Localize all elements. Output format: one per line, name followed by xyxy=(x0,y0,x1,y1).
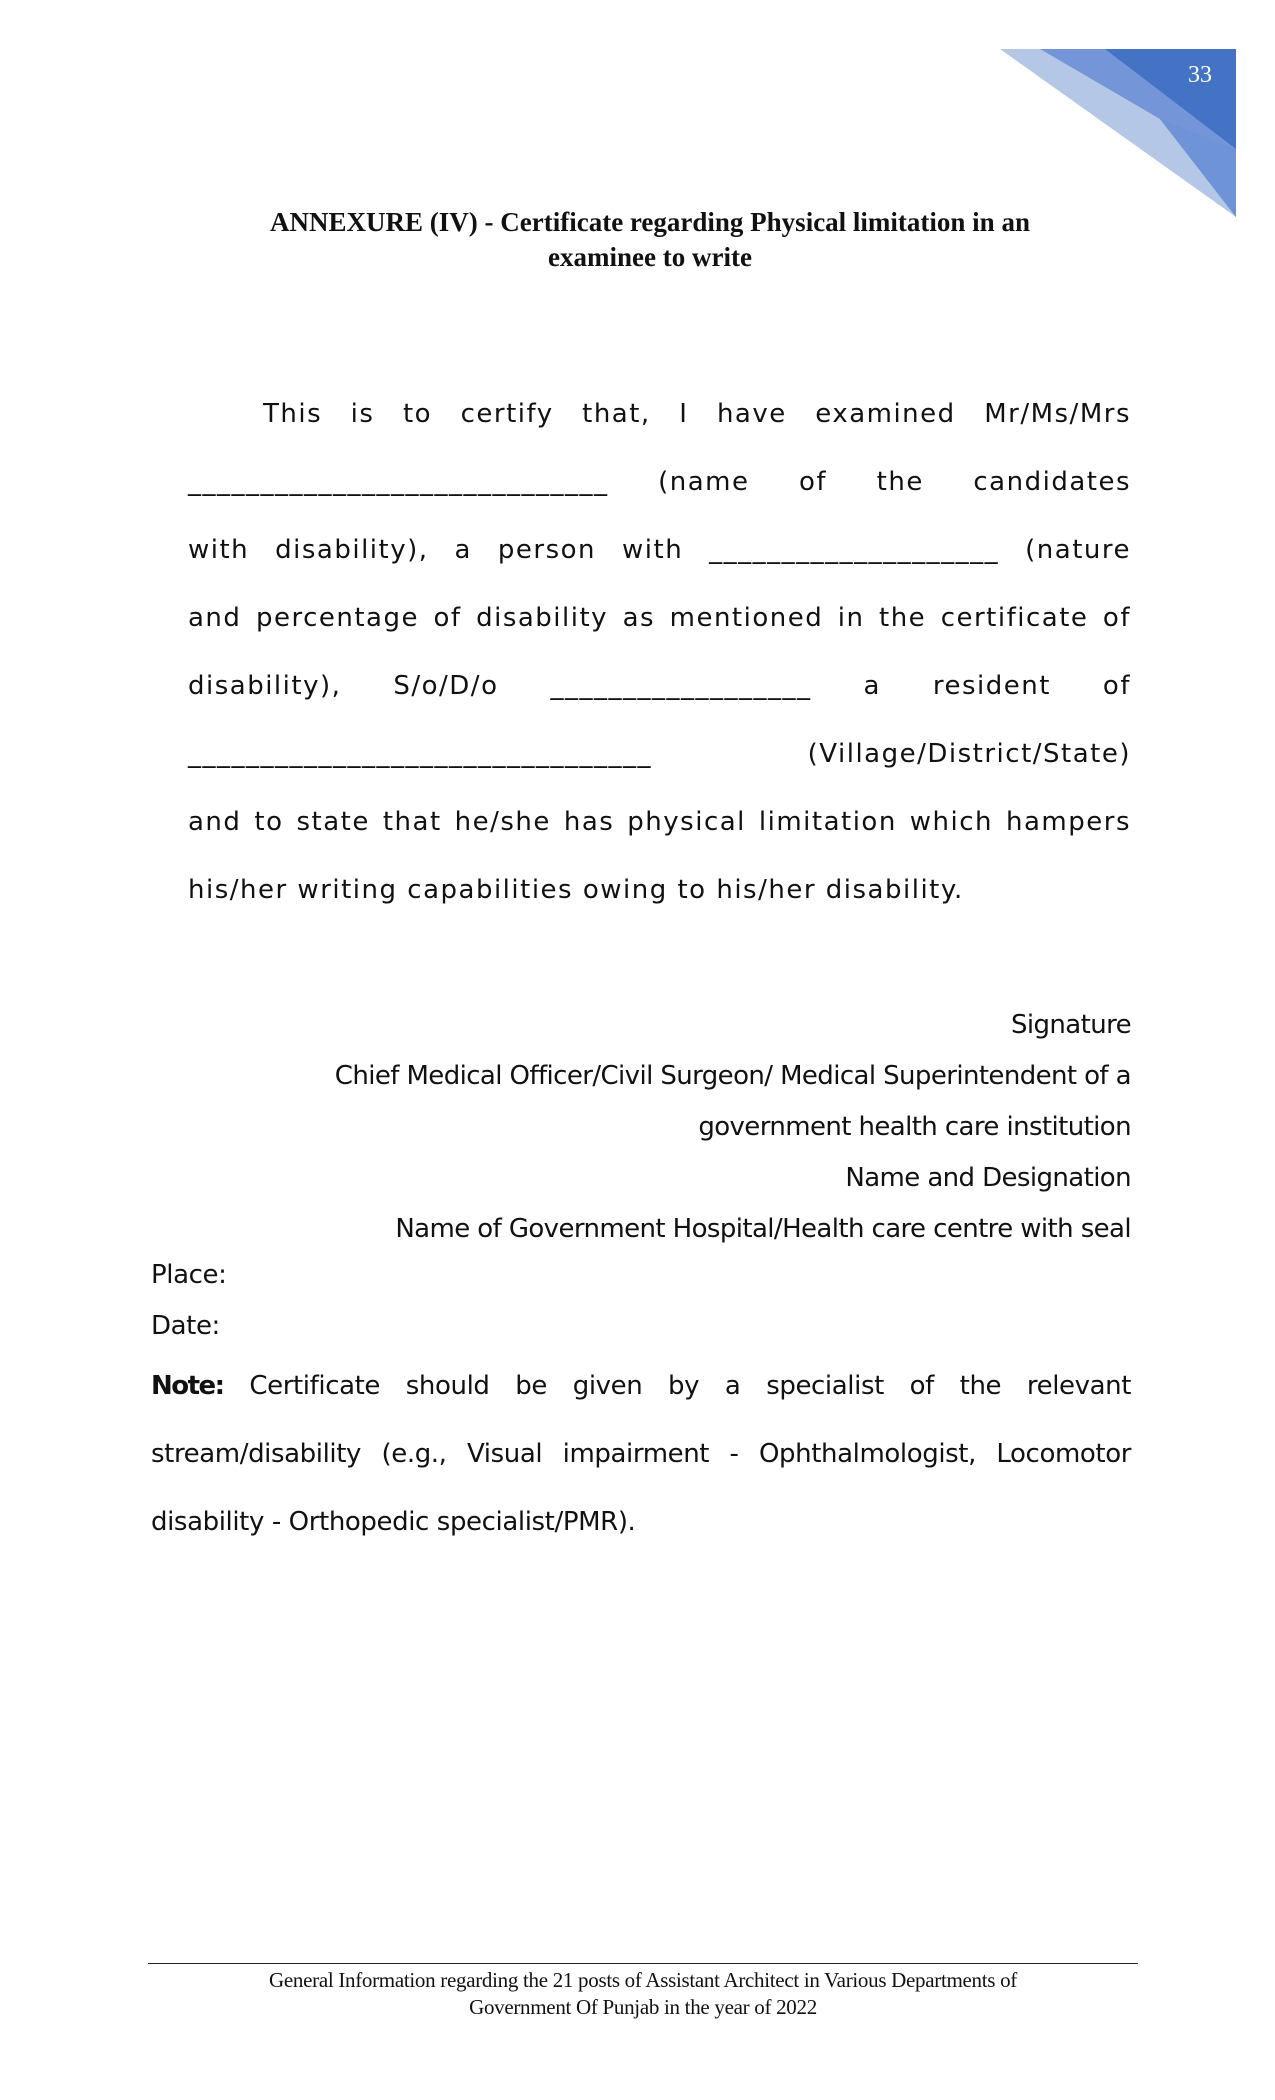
page-footer xyxy=(148,1967,1138,2021)
note-line-1 xyxy=(151,1352,1131,1420)
name-designation-label: Name and Designation xyxy=(845,1163,1131,1193)
footer-line-2: Government Of Punjab in the year of 2022 xyxy=(469,1995,817,2019)
note-block xyxy=(151,1352,1131,1556)
designation-line-1: Chief Medical Officer/Civil Surgeon/ Medical Superintendent of a xyxy=(334,1061,1131,1091)
certificate-line-6: ________________________________ (Village/District/State) xyxy=(188,739,1131,769)
note-text-1: Certificate should be given by a specialist of the relevant xyxy=(249,1371,1131,1401)
place-label: Place: xyxy=(151,1260,227,1290)
title-line-2: examinee to write xyxy=(548,242,752,272)
signature-block xyxy=(200,1000,1131,1255)
certificate-line-2: _____________________________ (name of the candidates xyxy=(188,467,1131,497)
footer-line-1: General Information regarding the 21 posts of Assistant Architect in Various Departments of xyxy=(269,1968,1017,1992)
page-title xyxy=(200,205,1100,275)
certificate-line-7: and to state that he/she has physical limitation which hampers xyxy=(188,807,1131,837)
certificate-body xyxy=(188,380,1131,924)
signature-label: Signature xyxy=(1010,1010,1131,1040)
note-label: Note: xyxy=(151,1371,224,1401)
title-line-1: ANNEXURE (IV) - Certificate regarding Physical limitation in an xyxy=(270,207,1030,237)
certificate-line-1: This is to certify that, I have examined Mr/Ms/Mrs xyxy=(263,399,1131,429)
certificate-line-8: his/her writing capabilities owing to his/her disability. xyxy=(188,875,964,905)
note-line-2: stream/disability (e.g., Visual impairment - Ophthalmologist, Locomotor xyxy=(151,1439,1131,1469)
note-line-3: disability - Orthopedic specialist/PMR). xyxy=(151,1507,636,1537)
footer-divider xyxy=(148,1963,1138,1964)
certificate-line-3: with disability), a person with ____________________ (nature xyxy=(188,535,1131,565)
date-label: Date: xyxy=(151,1311,220,1341)
hospital-label: Name of Government Hospital/Health care centre with seal xyxy=(395,1214,1131,1244)
place-date-block xyxy=(151,1250,1131,1352)
certificate-line-4: and percentage of disability as mentioned in the certificate of xyxy=(188,603,1131,633)
certificate-line-5: disability), S/o/D/o __________________ a resident of xyxy=(188,671,1131,701)
designation-line-2: government health care institution xyxy=(698,1112,1131,1142)
page-number: 33 xyxy=(1188,62,1212,88)
